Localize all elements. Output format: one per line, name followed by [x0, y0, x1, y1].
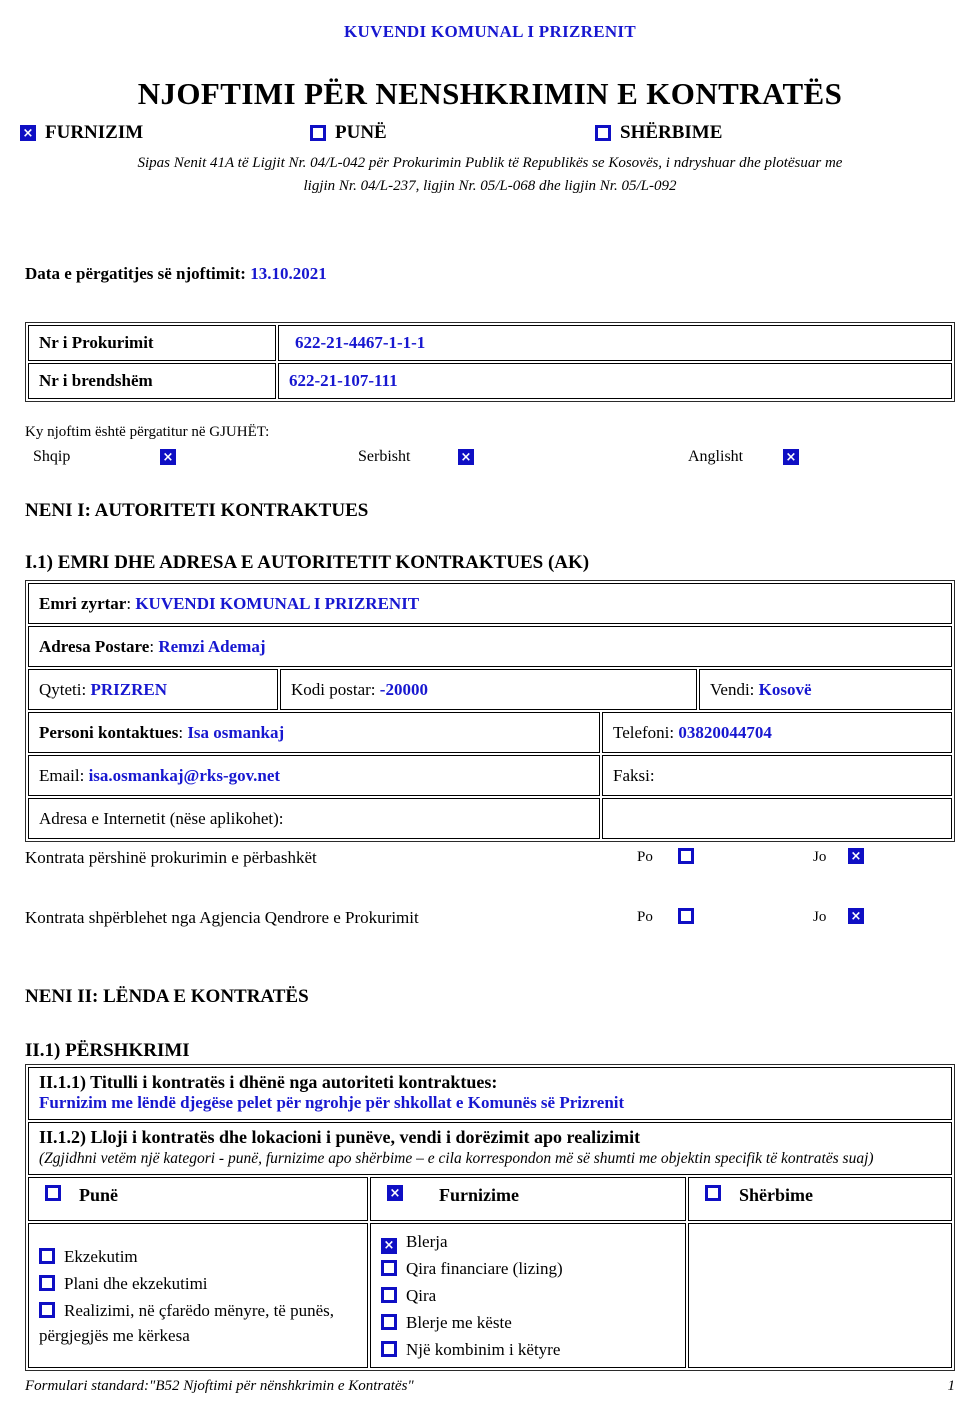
internet-address-cell: [28, 798, 600, 839]
option-qira-financiare: Qira financiare (lizing): [381, 1255, 675, 1282]
internal-number-label: Nr i brendshëm: [28, 363, 276, 399]
table-row: [28, 712, 952, 753]
table-row: [28, 1223, 952, 1368]
postal-address-value: Remzi Ademaj: [158, 636, 266, 656]
country-label: Vendi:: [710, 679, 755, 699]
fax-label: Faksi:: [613, 765, 655, 785]
procurement-numbers-table: [25, 322, 955, 402]
option-plani-dhe-ekzekutimi: Plani dhe ekzekutimi: [39, 1270, 357, 1297]
central-agency-text: Kontrata shpërblehet nga Agjencia Qendrore e Prokurimit: [25, 908, 419, 927]
phone-value: 03820044704: [678, 722, 772, 742]
joint-procurement-po-label: Po: [637, 849, 653, 865]
table-row: [28, 1122, 952, 1175]
contract-kind-cell: [28, 1122, 952, 1175]
language-serbisht-checkbox[interactable]: [458, 449, 474, 465]
option-blerja: ×Blerja: [381, 1228, 675, 1255]
page-number: 1: [947, 1378, 955, 1394]
languages-row: [25, 448, 955, 472]
postal-address-cell: Adresa Postare: Remzi Ademaj: [28, 626, 952, 667]
organization-header: KUVENDI KOMUNAL I PRIZRENIT: [344, 22, 636, 41]
internet-address-label: Adresa e Internetit (nëse aplikohet):: [39, 808, 284, 828]
country-value: Kosovë: [758, 679, 812, 699]
procurement-number-value: 622-21-4467-1-1-1: [278, 325, 952, 361]
contract-title-cell: [28, 1067, 952, 1120]
category-sherbime-label: Shërbime: [739, 1185, 813, 1205]
sherbime-checkbox[interactable]: [595, 125, 611, 141]
joint-procurement-po-checkbox[interactable]: [678, 848, 694, 864]
contract-type-row: [20, 122, 960, 150]
sherbime-options-cell: [688, 1223, 952, 1368]
pune-options-cell: [28, 1223, 368, 1368]
category-pune-header-cell: [28, 1177, 368, 1221]
sherbime-label: SHËRBIME: [620, 122, 723, 143]
legal-basis: [0, 152, 980, 198]
central-agency-jo-label: Jo: [813, 909, 827, 925]
city-value: PRIZREN: [90, 679, 167, 699]
category-furnizime-label: Furnizime: [439, 1185, 519, 1205]
section1-heading: NENI I: AUTORITETI KONTRAKTUES: [25, 500, 369, 521]
table-row: [28, 626, 952, 667]
table-row: [28, 363, 952, 399]
footer-form-name: Formulari standard:"B52 Njoftimi për nënshkrimin e Kontratës": [25, 1378, 414, 1394]
pune-label: PUNË: [335, 122, 387, 143]
email-cell: [28, 755, 600, 796]
blerje-me-keste-checkbox[interactable]: [381, 1314, 397, 1330]
postal-code-value: -20000: [379, 679, 428, 699]
qira-financiare-checkbox[interactable]: [381, 1260, 397, 1276]
contact-person-label: Personi kontaktues: [39, 722, 179, 742]
central-agency-po-checkbox[interactable]: [678, 908, 694, 924]
ekzekutim-checkbox[interactable]: [39, 1248, 55, 1264]
category-furnizime-header-cell: [370, 1177, 686, 1221]
preparation-date-line: [25, 264, 327, 284]
language-shqip-label: Shqip: [33, 448, 71, 465]
contract-title-label: II.1.1) Titulli i kontratës i dhënë nga autoriteti kontraktues:: [39, 1072, 498, 1092]
qira-checkbox[interactable]: [381, 1287, 397, 1303]
contracting-authority-table: [25, 580, 955, 842]
nje-kombinim-checkbox[interactable]: [381, 1341, 397, 1357]
official-name-value: KUVENDI KOMUNAL I PRIZRENIT: [135, 593, 420, 613]
procurement-number-label: Nr i Prokurimit: [28, 325, 276, 361]
section1-subheading: I.1) EMRI DHE ADRESA E AUTORITETIT KONTRAKTUES (AK): [25, 552, 590, 573]
legal-basis-line2: ligjin Nr. 04/L-237, ligjin Nr. 05/L-068 dhe ligjin Nr. 05/L-092: [303, 178, 677, 194]
category-sherbime-checkbox[interactable]: [705, 1185, 721, 1201]
category-pune-label: Punë: [79, 1185, 119, 1205]
contract-type-furnizim: [20, 122, 143, 144]
phone-cell: [602, 712, 952, 753]
joint-procurement-question: [25, 848, 955, 872]
page-footer: [25, 1378, 955, 1395]
language-anglisht-label: Anglisht: [688, 448, 744, 465]
option-realizimi: Realizimi, në çfarëdo mënyre, të punës, përgjegjës me kërkesa: [39, 1300, 334, 1345]
option-nje-kombinim: Një kombinim i këtyre: [381, 1336, 675, 1363]
language-shqip-checkbox[interactable]: [160, 449, 176, 465]
joint-procurement-jo-checkbox[interactable]: [848, 848, 864, 864]
fax-cell: [602, 755, 952, 796]
official-name-label: Emri zyrtar: [39, 593, 127, 613]
option-ekzekutim: Ekzekutim: [39, 1243, 357, 1270]
furnizim-checkbox[interactable]: [20, 125, 36, 141]
contact-person-value: Isa osmankaj: [187, 722, 285, 742]
language-anglisht-checkbox[interactable]: [783, 449, 799, 465]
furnizim-label: FURNIZIM: [45, 122, 144, 143]
contact-person-cell: Personi kontaktues: Isa osmankaj: [28, 712, 600, 753]
realizimi-checkbox[interactable]: [39, 1302, 55, 1318]
table-row: [28, 669, 952, 710]
table-row: [28, 798, 952, 839]
email-label: Email:: [39, 765, 85, 785]
postal-code-label: Kodi postar:: [291, 679, 376, 699]
language-serbisht-label: Serbisht: [358, 448, 411, 465]
blerja-checkbox[interactable]: [381, 1238, 397, 1254]
contract-type-sherbime: [595, 122, 722, 144]
contract-kind-label: II.1.2) Lloji i kontratës dhe lokacioni i punëve, vendi i dorëzimit apo realizimit: [39, 1127, 641, 1147]
internal-number-value: 622-21-107-111: [278, 363, 952, 399]
plani-checkbox[interactable]: [39, 1275, 55, 1291]
contract-title-value: Furnizim me lëndë djegëse pelet për ngrohje për shkollat e Komunës së Prizrenit: [39, 1093, 625, 1112]
official-name-cell: Emri zyrtar: KUVENDI KOMUNAL I PRIZRENIT: [28, 583, 952, 624]
category-sherbime-header-cell: [688, 1177, 952, 1221]
category-pune-checkbox[interactable]: [45, 1185, 61, 1201]
central-agency-po-label: Po: [637, 909, 653, 925]
preparation-date-label: Data e përgatitjes së njoftimit:: [25, 264, 246, 283]
internet-address-value-cell: [602, 798, 952, 839]
country-cell: [699, 669, 952, 710]
furnizime-options-cell: [370, 1223, 686, 1368]
table-row: [28, 755, 952, 796]
preparation-date-value: 13.10.2021: [250, 264, 327, 283]
section2-subheading: II.1) PËRSHKRIMI: [25, 1040, 190, 1061]
contract-type-pune: [310, 122, 387, 144]
postal-code-cell: [280, 669, 697, 710]
description-table: [25, 1064, 955, 1371]
table-row: [28, 1067, 952, 1120]
city-label: Qyteti:: [39, 679, 87, 699]
city-cell: [28, 669, 278, 710]
legal-basis-line1: Sipas Nenit 41A të Ligjit Nr. 04/L-042 për Prokurimin Publik të Republikës se Kosovës, i ndryshuar dhe plotësuar me: [137, 155, 843, 171]
table-row: [28, 583, 952, 624]
central-agency-jo-checkbox[interactable]: [848, 908, 864, 924]
postal-address-label: Adresa Postare: [39, 636, 150, 656]
central-agency-question: [25, 908, 955, 932]
joint-procurement-jo-label: Jo: [813, 849, 827, 865]
languages-intro: Ky njoftim është përgatitur në GJUHËT:: [25, 424, 270, 440]
category-furnizime-checkbox[interactable]: [387, 1185, 403, 1201]
option-blerje-me-keste: Blerje me këste: [381, 1309, 675, 1336]
email-value: isa.osmankaj@rks-gov.net: [88, 765, 281, 785]
contract-kind-note: (Zgjidhni vetëm një kategori - punë, furnizime apo shërbime – e cila korrespondon më së shumti me objektin specifik të kontratës suaj): [39, 1150, 874, 1167]
section2-heading: NENI II: LËNDA E KONTRATËS: [25, 986, 309, 1007]
pune-checkbox[interactable]: [310, 125, 326, 141]
phone-label: Telefoni:: [613, 722, 675, 742]
table-row: [28, 325, 952, 361]
option-qira: Qira: [381, 1282, 675, 1309]
document-title: NJOFTIMI PËR NENSHKRIMIN E KONTRATËS: [137, 76, 843, 111]
table-row: [28, 1177, 952, 1221]
joint-procurement-text: Kontrata përshinë prokurimin e përbashkët: [25, 848, 317, 867]
